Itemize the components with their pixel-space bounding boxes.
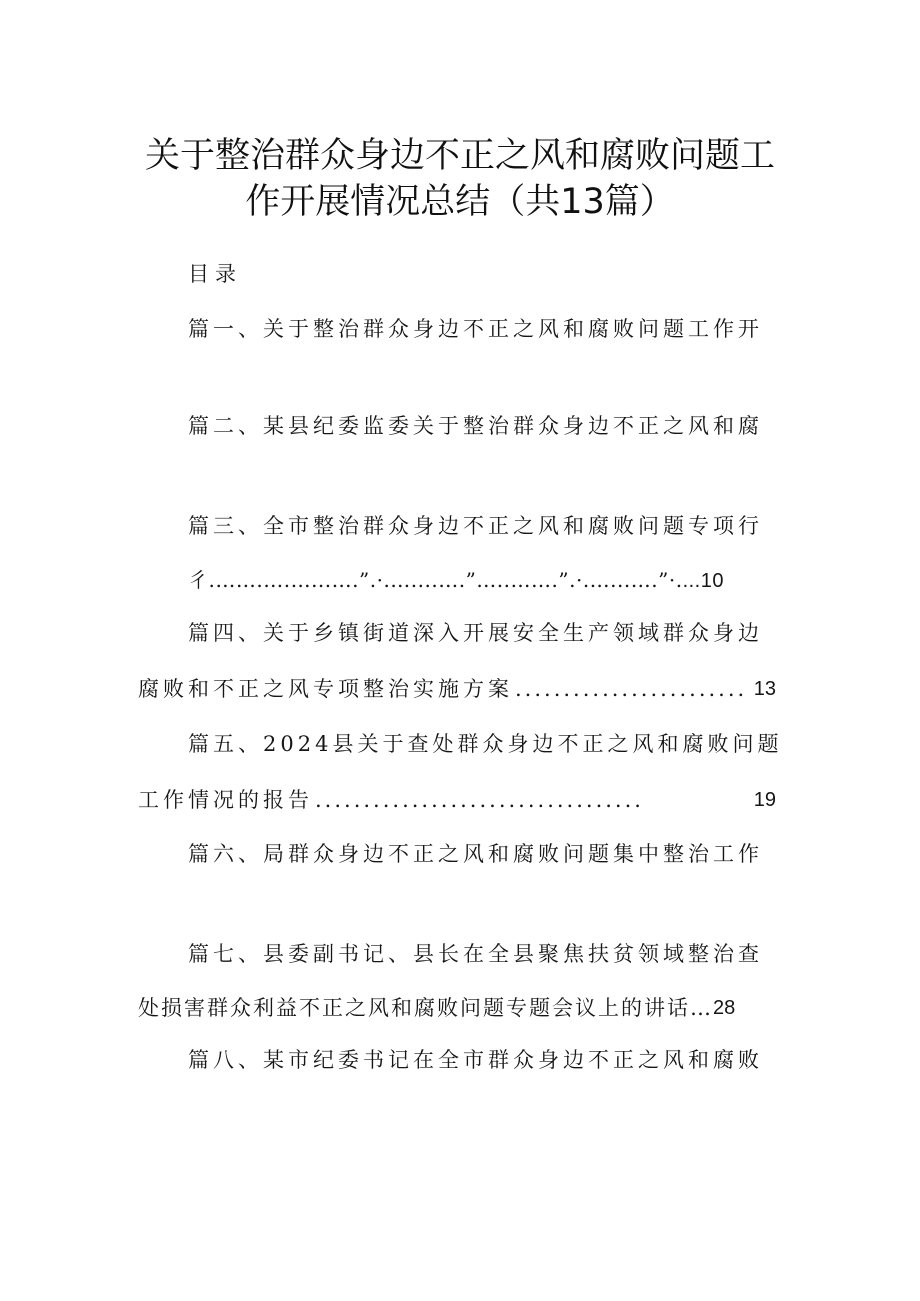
document-title-line-2: 作开展情况总结（共13篇） — [245, 182, 675, 222]
toc-entry-3[interactable]: 篇三、全市整治群众身边不正之风和腐败问题专项行 — [188, 514, 763, 538]
document-title-line-1: 关于整治群众身边不正之风和腐败问题工 — [144, 136, 775, 176]
toc-entry-7-continuation[interactable] — [138, 994, 758, 1022]
toc-entry-5[interactable]: 篇五、2024县关于查处群众身边不正之风和腐败问题 — [188, 732, 783, 756]
toc-entry-8[interactable]: 篇八、某市纪委书记在全市群众身边不正之风和腐败 — [188, 1048, 763, 1072]
toc-entry-4-continuation[interactable] — [138, 675, 776, 703]
toc-label: 目录 — [188, 262, 242, 286]
toc-entry-2[interactable]: 篇二、某县纪委监委关于整治群众身边不正之风和腐 — [188, 414, 763, 438]
toc-entry-3-leader: 彳.…….….…...….”.·.…....….”…..…….”.·.…...….”·. — [188, 568, 683, 592]
toc-entry-3-leader-line — [188, 566, 724, 595]
toc-entry-7-line-2: 处损害群众利益不正之风和腐败问题专题会议上的讲话… — [138, 996, 713, 1020]
toc-entry-6[interactable]: 篇六、局群众身边不正之风和腐败问题集中整治工作 — [188, 842, 763, 866]
toc-entry-5-line-2: 工作情况的报告 — [138, 788, 313, 812]
toc-entry-1[interactable]: 篇一、关于整治群众身边不正之风和腐败问题工作开 — [188, 317, 763, 341]
toc-entry-5-page-number: 19 — [753, 789, 776, 811]
toc-entry-4-page-number: 13 — [753, 678, 776, 700]
toc-entry-7[interactable]: 篇七、县委副书记、县长在全县聚焦扶贫领域整治查 — [188, 942, 763, 966]
toc-entry-5-leader: .................................. — [315, 788, 644, 812]
toc-entry-3-page-number: ...10 — [682, 570, 724, 592]
toc-entry-4[interactable]: 篇四、关于乡镇街道深入开展安全生产领域群众身边 — [188, 621, 763, 645]
toc-entry-4-leader: ........................ — [515, 677, 748, 701]
toc-entry-5-continuation[interactable] — [138, 786, 776, 814]
toc-entry-4-line-2: 腐败和不正之风专项整治实施方案 — [138, 677, 513, 701]
toc-entry-7-page-number: 28 — [713, 997, 736, 1019]
